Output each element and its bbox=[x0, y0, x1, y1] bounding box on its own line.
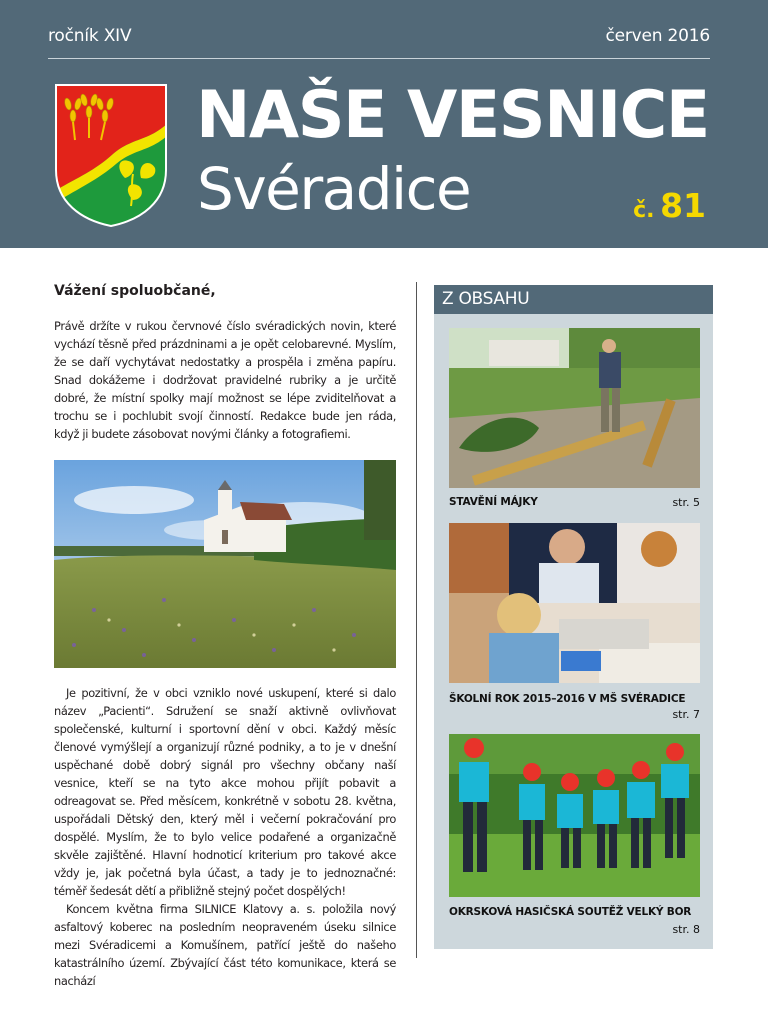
masthead bbox=[0, 0, 768, 248]
issue-date: červen 2016 bbox=[605, 26, 710, 46]
newsletter-subtitle: Svéradice bbox=[197, 155, 471, 223]
issue-label: č. bbox=[633, 198, 655, 223]
contents-item-title[interactable]: STAVĚNÍ MÁJKY bbox=[449, 496, 538, 508]
newsletter-title: NAŠE VESNICE bbox=[196, 78, 709, 153]
firefighter-competition-photo[interactable] bbox=[449, 734, 700, 897]
chapel-meadow-photo bbox=[54, 460, 396, 668]
column-divider bbox=[416, 282, 417, 958]
issue-number bbox=[633, 186, 706, 225]
village-crest-icon bbox=[53, 82, 169, 228]
article-paragraph: Právě držíte v rukou červnové číslo svéradických novin, které vychází těsně před prázdninami a je opět celobarevné. Myslím, že se daří vychytávat nedostatky a prospěla i změna papíru. Snad dokážeme i dodržovat pravidelné rubriky a je určitě dobré, že místní spolky mají možnost se lépe zviditelňovat a trochu se i pochlubit svojí činností. Redakce bude jen ráda, když ji budete zásobovat novými články a fotografiemi. bbox=[54, 319, 396, 441]
issue-number-value: 81 bbox=[660, 186, 706, 225]
volume-label: ročník XIV bbox=[48, 26, 132, 46]
masthead-divider bbox=[48, 58, 710, 59]
maypole-photo[interactable] bbox=[449, 328, 700, 488]
contents-sidebar bbox=[434, 285, 713, 949]
contents-item-title[interactable]: ŠKOLNÍ ROK 2015–2016 V MŠ SVÉRADICE bbox=[449, 693, 686, 705]
editorial-article bbox=[54, 283, 396, 990]
contents-item-page: str. 5 bbox=[672, 496, 700, 509]
contents-item-title[interactable]: OKRSKOVÁ HASIČSKÁ SOUTĚŽ VELKÝ BOR bbox=[449, 906, 692, 918]
contents-heading: Z OBSAHU bbox=[434, 285, 713, 314]
contents-item-page: str. 8 bbox=[672, 923, 700, 936]
kindergarten-photo[interactable] bbox=[449, 523, 700, 683]
article-paragraph: Je pozitivní, že v obci vzniklo nové uskupení, které si dalo název „Pacienti“. Sdružení se snaží aktivně ovlivňovat společenské, kulturní i sportovní dění v obci. Každý měsíc členové vymýšlejí a organizují různé podniky, a to je v dnešní uspěchané době dobrý signál pro všechny občany naší vesnice, kteří se na tyto akce mohou přijít pobavit a odreagovat se. Před měsícem, konkrétně v sobotu 28. května, uspořádali Dětský den, který měl i večerní pokračování pro dospělé. Myslím, že to bylo velice podařené a organizačně skvěle zajištěné. Hlavní hodnoticí kriterium pro takové akce vždy je, jak početná byla účast, a tady je to jednoznačné: téměř šedesát dětí a přibližně stejný počet dospělých! bbox=[54, 686, 396, 898]
article-paragraph: Koncem května firma SILNICE Klatovy a. s. položila nový asfaltový koberec na posledním neopraveném úseku silnice mezi Svéradicemi a Komušínem, patřící ještě do našeho katastrálního území. Zbývající část této komunikace, která se nachází bbox=[54, 902, 396, 988]
contents-item-page: str. 7 bbox=[672, 708, 700, 721]
article-greeting: Vážení spoluobčané, bbox=[54, 283, 216, 299]
